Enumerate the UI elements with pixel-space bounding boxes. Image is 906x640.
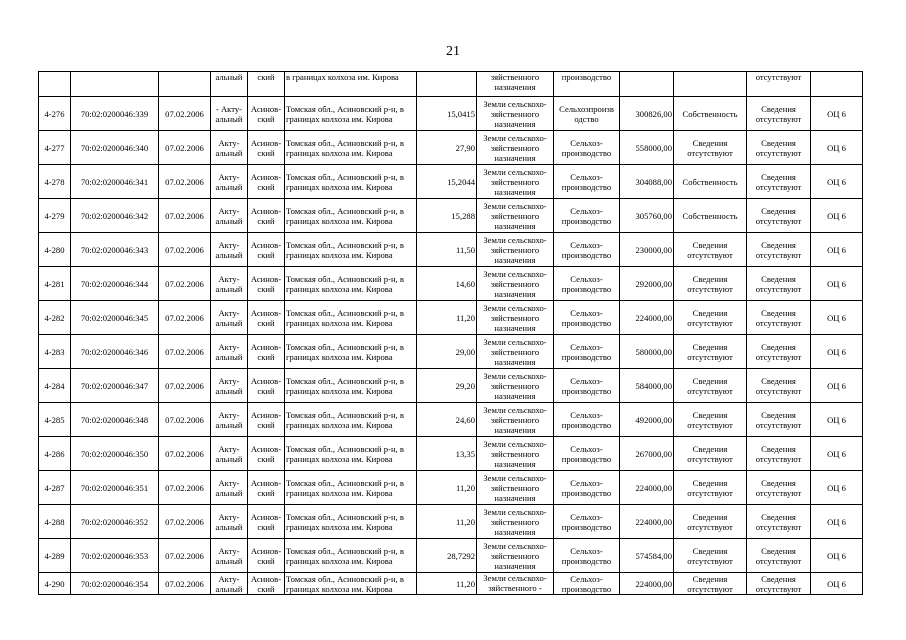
cell-right: Сведения отсутствуют	[674, 539, 747, 573]
table-body	[39, 72, 863, 595]
cell-value: 580000,00	[620, 335, 674, 369]
cell-district: Асинов- ский	[248, 573, 285, 595]
cell-district: Асинов- ский	[248, 301, 285, 335]
table-row	[39, 573, 863, 595]
cell-area: 15,288	[417, 199, 477, 233]
cell-category: зяйственного назначения	[477, 72, 554, 97]
cell-date: 07.02.2006	[159, 301, 211, 335]
cell-location: Томская обл., Асиновский р-н, в границах колхоза им. Кирова	[285, 437, 417, 471]
cell-use: Сельхоз- производство	[554, 267, 620, 301]
cell-status: Акту- альный	[211, 199, 248, 233]
cell-code: ОЦ 6	[811, 471, 863, 505]
cell-code: ОЦ 6	[811, 97, 863, 131]
cell-code: ОЦ 6	[811, 233, 863, 267]
cell-code: ОЦ 6	[811, 539, 863, 573]
cell-value: 558000,00	[620, 131, 674, 165]
cell-district: Асинов- ский	[248, 471, 285, 505]
table-row	[39, 335, 863, 369]
cell-location: Томская обл., Асиновский р-н, в границах колхоза им. Кирова	[285, 233, 417, 267]
cell-num	[39, 72, 71, 97]
cell-right: Сведения отсутствуют	[674, 267, 747, 301]
cell-use: производство	[554, 72, 620, 97]
cell-num: 4-276	[39, 97, 71, 131]
cell-location: Томская обл., Асиновский р-н, в границах колхоза им. Кирова	[285, 539, 417, 573]
cell-info: Сведения отсутствуют	[747, 437, 811, 471]
cell-status: Акту- альный	[211, 233, 248, 267]
cell-use: Сельхоз- производство	[554, 369, 620, 403]
table-row	[39, 267, 863, 301]
cell-category: Земли сельскохо- зяйственного назначения	[477, 199, 554, 233]
cell-cadastral: 70:02:0200046:339	[71, 97, 159, 131]
cell-category: Земли сельскохо- зяйственного назначения	[477, 165, 554, 199]
cell-code: ОЦ 6	[811, 335, 863, 369]
cell-status: Акту- альный	[211, 267, 248, 301]
cell-status: альный	[211, 72, 248, 97]
cell-date: 07.02.2006	[159, 505, 211, 539]
cell-date: 07.02.2006	[159, 573, 211, 595]
cell-category: Земли сельскохо- зяйственного назначения	[477, 233, 554, 267]
cell-num: 4-277	[39, 131, 71, 165]
cell-category: Земли сельскохо- зяйственного назначения	[477, 471, 554, 505]
cell-status: Акту- альный	[211, 369, 248, 403]
cell-area: 11,20	[417, 505, 477, 539]
cell-cadastral: 70:02:0200046:341	[71, 165, 159, 199]
cell-code: ОЦ 6	[811, 267, 863, 301]
cell-right: Сведения отсутствуют	[674, 233, 747, 267]
cell-location: Томская обл., Асиновский р-н, в границах колхоза им. Кирова	[285, 267, 417, 301]
page-number: 21	[446, 44, 460, 59]
table-row	[39, 471, 863, 505]
cell-category: Земли сельскохо- зяйственного -	[477, 573, 554, 595]
cell-num: 4-282	[39, 301, 71, 335]
cell-category: Земли сельскохо- зяйственного назначения	[477, 335, 554, 369]
cell-right: Собственность	[674, 199, 747, 233]
cell-info: отсутствуют	[747, 72, 811, 97]
cell-category: Земли сельскохо- зяйственного назначения	[477, 301, 554, 335]
cell-info: Сведения отсутствуют	[747, 335, 811, 369]
cell-status: Акту- альный	[211, 165, 248, 199]
cell-area	[417, 72, 477, 97]
cell-cadastral: 70:02:0200046:348	[71, 403, 159, 437]
cell-category: Земли сельскохо- зяйственного назначения	[477, 505, 554, 539]
cell-area: 13,35	[417, 437, 477, 471]
cell-value	[620, 72, 674, 97]
cell-num: 4-288	[39, 505, 71, 539]
cell-date: 07.02.2006	[159, 403, 211, 437]
table-row	[39, 165, 863, 199]
cell-location: Томская обл., Асиновский р-н, в границах колхоза им. Кирова	[285, 403, 417, 437]
table-row	[39, 369, 863, 403]
cell-use: Сельхоз- производство	[554, 505, 620, 539]
cell-num: 4-286	[39, 437, 71, 471]
cell-cadastral: 70:02:0200046:340	[71, 131, 159, 165]
cell-status: Акту- альный	[211, 131, 248, 165]
cell-status: Акту- альный	[211, 301, 248, 335]
cell-location: Томская обл., Асиновский р-н, в границах колхоза им. Кирова	[285, 471, 417, 505]
cell-area: 11,20	[417, 471, 477, 505]
cell-district: Асинов- ский	[248, 403, 285, 437]
cell-status: Акту- альный	[211, 403, 248, 437]
cell-num: 4-287	[39, 471, 71, 505]
cell-right: Сведения отсутствуют	[674, 505, 747, 539]
cell-category: Земли сельскохо- зяйственного назначения	[477, 97, 554, 131]
cell-date: 07.02.2006	[159, 471, 211, 505]
cell-date: 07.02.2006	[159, 335, 211, 369]
cell-use: Сельхоз- производство	[554, 539, 620, 573]
cell-date: 07.02.2006	[159, 165, 211, 199]
cell-code	[811, 72, 863, 97]
table-row	[39, 97, 863, 131]
cell-use: Сельхозпроизв одство	[554, 97, 620, 131]
cell-value: 224000,00	[620, 573, 674, 595]
cell-area: 29,00	[417, 335, 477, 369]
cell-right: Сведения отсутствуют	[674, 131, 747, 165]
cell-status: - Акту- альный	[211, 97, 248, 131]
cell-cadastral: 70:02:0200046:347	[71, 369, 159, 403]
cell-value: 224000,00	[620, 471, 674, 505]
table-row	[39, 403, 863, 437]
cell-area: 11,20	[417, 573, 477, 595]
cell-info: Сведения отсутствуют	[747, 233, 811, 267]
cell-use: Сельхоз- производство	[554, 335, 620, 369]
cell-date: 07.02.2006	[159, 199, 211, 233]
cell-use: Сельхоз- производство	[554, 573, 620, 595]
cell-num: 4-281	[39, 267, 71, 301]
cell-use: Сельхоз- производство	[554, 301, 620, 335]
cell-cadastral: 70:02:0200046:344	[71, 267, 159, 301]
cell-info: Сведения отсутствуют	[747, 131, 811, 165]
cell-district: Асинов- ский	[248, 267, 285, 301]
table-row	[39, 301, 863, 335]
cell-date: 07.02.2006	[159, 233, 211, 267]
cell-num: 4-284	[39, 369, 71, 403]
cell-right: Сведения отсутствуют	[674, 335, 747, 369]
cell-district: Асинов- ский	[248, 437, 285, 471]
cell-use: Сельхоз- производство	[554, 199, 620, 233]
cell-num: 4-283	[39, 335, 71, 369]
cell-status: Акту- альный	[211, 437, 248, 471]
cell-location: Томская обл., Асиновский р-н, в границах колхоза им. Кирова	[285, 301, 417, 335]
cell-category: Земли сельскохо- зяйственного назначения	[477, 403, 554, 437]
cell-date: 07.02.2006	[159, 539, 211, 573]
cell-code: ОЦ 6	[811, 573, 863, 595]
cell-value: 574584,00	[620, 539, 674, 573]
cell-code: ОЦ 6	[811, 403, 863, 437]
cell-info: Сведения отсутствуют	[747, 505, 811, 539]
cell-code: ОЦ 6	[811, 505, 863, 539]
cell-district: Асинов- ский	[248, 505, 285, 539]
cell-category: Земли сельскохо- зяйственного назначения	[477, 369, 554, 403]
cell-value: 267000,00	[620, 437, 674, 471]
table-row	[39, 539, 863, 573]
cell-area: 28,7292	[417, 539, 477, 573]
cell-num: 4-289	[39, 539, 71, 573]
cell-date: 07.02.2006	[159, 369, 211, 403]
cell-info: Сведения отсутствуют	[747, 573, 811, 595]
cell-cadastral: 70:02:0200046:343	[71, 233, 159, 267]
cell-use: Сельхоз- производство	[554, 131, 620, 165]
cell-value: 224000,00	[620, 505, 674, 539]
cell-info: Сведения отсутствуют	[747, 403, 811, 437]
cell-location: в границах колхоза им. Кирова	[285, 72, 417, 97]
cell-code: ОЦ 6	[811, 165, 863, 199]
cell-use: Сельхоз- производство	[554, 403, 620, 437]
cell-status: Акту- альный	[211, 539, 248, 573]
cell-status: Акту- альный	[211, 573, 248, 595]
cell-cadastral: 70:02:0200046:351	[71, 471, 159, 505]
cell-area: 14,60	[417, 267, 477, 301]
cell-right: Сведения отсутствуют	[674, 301, 747, 335]
cell-area: 11,20	[417, 301, 477, 335]
cell-num: 4-279	[39, 199, 71, 233]
cell-area: 11,50	[417, 233, 477, 267]
cell-area: 29,20	[417, 369, 477, 403]
cell-category: Земли сельскохо- зяйственного назначения	[477, 131, 554, 165]
cell-value: 224000,00	[620, 301, 674, 335]
cell-info: Сведения отсутствуют	[747, 165, 811, 199]
cell-location: Томская обл., Асиновский р-н, в границах колхоза им. Кирова	[285, 165, 417, 199]
cell-district: Асинов- ский	[248, 539, 285, 573]
cell-info: Сведения отсутствуют	[747, 471, 811, 505]
cell-right: Собственность	[674, 97, 747, 131]
cell-use: Сельхоз- производство	[554, 233, 620, 267]
cell-area: 27,90	[417, 131, 477, 165]
cell-info: Сведения отсутствуют	[747, 199, 811, 233]
cell-category: Земли сельскохо- зяйственного назначения	[477, 267, 554, 301]
table-row	[39, 131, 863, 165]
cell-value: 584000,00	[620, 369, 674, 403]
cell-right: Сведения отсутствуют	[674, 369, 747, 403]
cell-area: 15,0415	[417, 97, 477, 131]
cell-num: 4-290	[39, 573, 71, 595]
land-registry-table	[38, 71, 863, 595]
table-row	[39, 233, 863, 267]
cell-location: Томская обл., Асиновский р-н, в границах колхоза им. Кирова	[285, 335, 417, 369]
cell-code: ОЦ 6	[811, 131, 863, 165]
cell-code: ОЦ 6	[811, 199, 863, 233]
cell-right: Сведения отсутствуют	[674, 437, 747, 471]
cell-location: Томская обл., Асиновский р-н, в границах колхоза им. Кирова	[285, 505, 417, 539]
cell-location: Томская обл., Асиновский р-н, в границах колхоза им. Кирова	[285, 573, 417, 595]
cell-category: Земли сельскохо- зяйственного назначения	[477, 437, 554, 471]
cell-district: Асинов- ский	[248, 165, 285, 199]
cell-cadastral: 70:02:0200046:342	[71, 199, 159, 233]
cell-num: 4-285	[39, 403, 71, 437]
cell-date	[159, 72, 211, 97]
cell-info: Сведения отсутствуют	[747, 267, 811, 301]
cell-district: Асинов- ский	[248, 335, 285, 369]
cell-district: Асинов- ский	[248, 199, 285, 233]
cell-num: 4-280	[39, 233, 71, 267]
table-row	[39, 437, 863, 471]
cell-use: Сельхоз- производство	[554, 471, 620, 505]
cell-value: 230000,00	[620, 233, 674, 267]
cell-date: 07.02.2006	[159, 267, 211, 301]
cell-status: Акту- альный	[211, 505, 248, 539]
cell-district: Асинов- ский	[248, 97, 285, 131]
cell-right: Сведения отсутствуют	[674, 573, 747, 595]
cell-info: Сведения отсутствуют	[747, 301, 811, 335]
cell-location: Томская обл., Асиновский р-н, в границах колхоза им. Кирова	[285, 97, 417, 131]
cell-info: Сведения отсутствуют	[747, 369, 811, 403]
cell-district: Асинов- ский	[248, 131, 285, 165]
cell-district: Асинов- ский	[248, 233, 285, 267]
cell-district: ский	[248, 72, 285, 97]
cell-right	[674, 72, 747, 97]
cell-value: 305760,00	[620, 199, 674, 233]
cell-date: 07.02.2006	[159, 437, 211, 471]
cell-location: Томская обл., Асиновский р-н, в границах колхоза им. Кирова	[285, 131, 417, 165]
cell-district: Асинов- ский	[248, 369, 285, 403]
cell-area: 24,60	[417, 403, 477, 437]
cell-code: ОЦ 6	[811, 369, 863, 403]
cell-area: 15,2044	[417, 165, 477, 199]
cell-use: Сельхоз- производство	[554, 165, 620, 199]
cell-category: Земли сельскохо- зяйственного назначения	[477, 539, 554, 573]
cell-use: Сельхоз- производство	[554, 437, 620, 471]
cell-info: Сведения отсутствуют	[747, 539, 811, 573]
cell-cadastral: 70:02:0200046:354	[71, 573, 159, 595]
cell-num: 4-278	[39, 165, 71, 199]
cell-value: 300826,00	[620, 97, 674, 131]
cell-code: ОЦ 6	[811, 437, 863, 471]
cell-location: Томская обл., Асиновский р-н, в границах колхоза им. Кирова	[285, 369, 417, 403]
cell-code: ОЦ 6	[811, 301, 863, 335]
cell-cadastral: 70:02:0200046:345	[71, 301, 159, 335]
table-row	[39, 505, 863, 539]
cell-cadastral: 70:02:0200046:346	[71, 335, 159, 369]
cell-status: Акту- альный	[211, 471, 248, 505]
cell-value: 304088,00	[620, 165, 674, 199]
cell-cadastral	[71, 72, 159, 97]
cell-value: 292000,00	[620, 267, 674, 301]
cell-info: Сведения отсутствуют	[747, 97, 811, 131]
cell-cadastral: 70:02:0200046:350	[71, 437, 159, 471]
cell-right: Собственность	[674, 165, 747, 199]
table-row-continued	[39, 72, 863, 97]
cell-cadastral: 70:02:0200046:352	[71, 505, 159, 539]
cell-date: 07.02.2006	[159, 97, 211, 131]
cell-status: Акту- альный	[211, 335, 248, 369]
cell-value: 492000,00	[620, 403, 674, 437]
cell-location: Томская обл., Асиновский р-н, в границах колхоза им. Кирова	[285, 199, 417, 233]
cell-cadastral: 70:02:0200046:353	[71, 539, 159, 573]
table-row	[39, 199, 863, 233]
cell-date: 07.02.2006	[159, 131, 211, 165]
cell-right: Сведения отсутствуют	[674, 403, 747, 437]
cell-right: Сведения отсутствуют	[674, 471, 747, 505]
